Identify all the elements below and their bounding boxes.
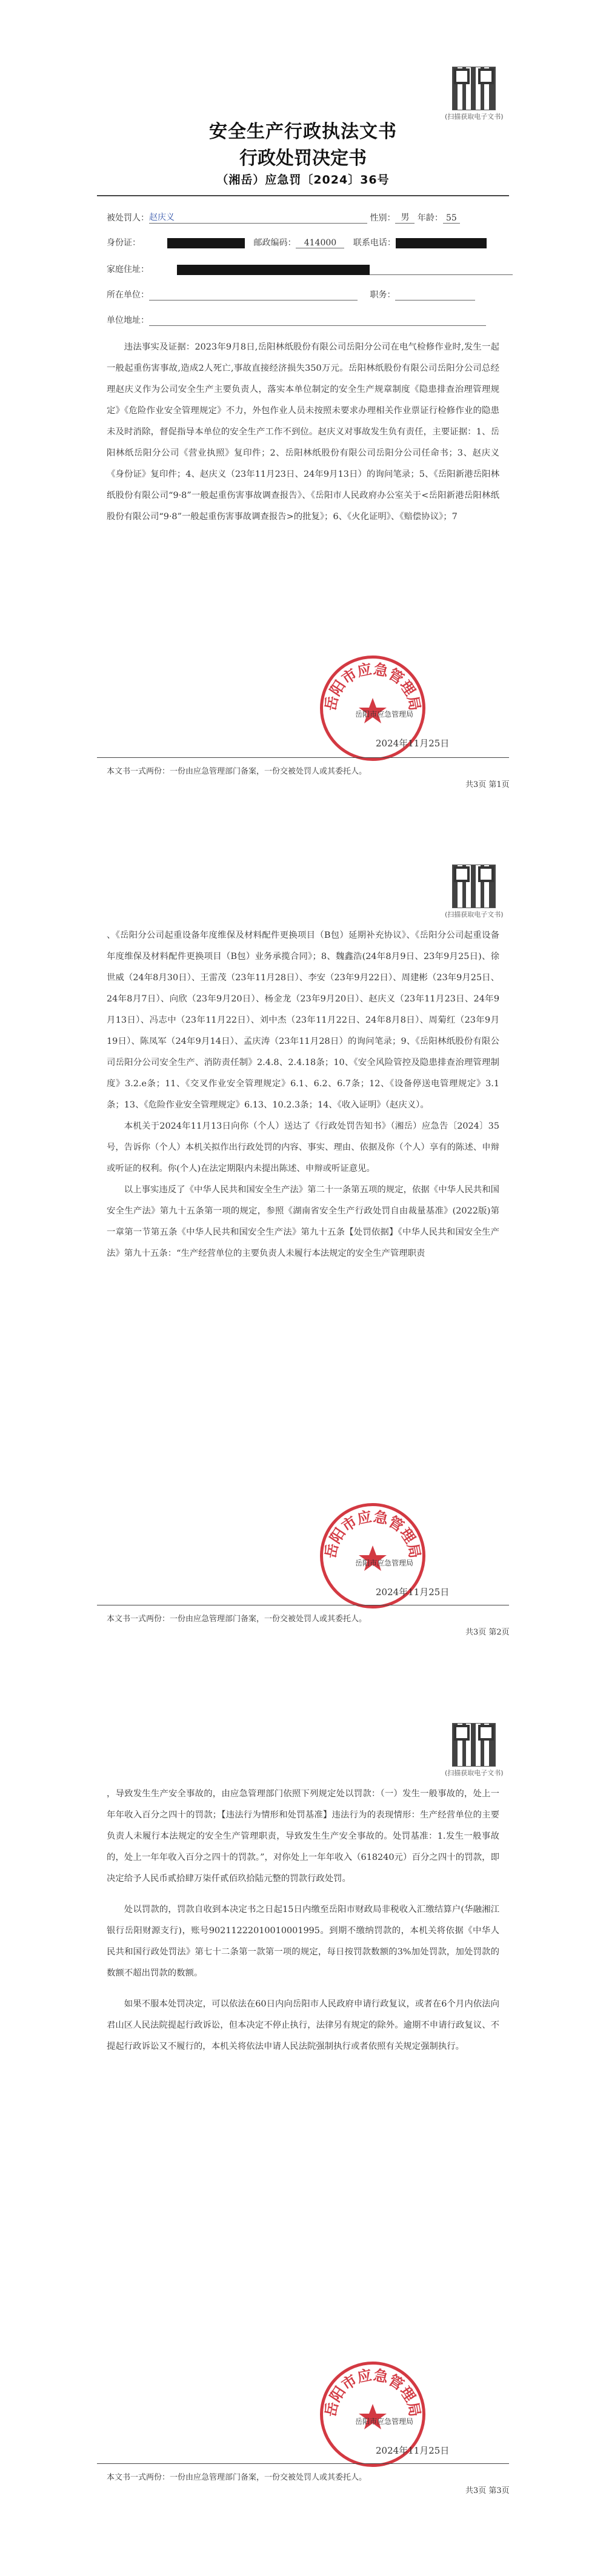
header-divider: [97, 195, 509, 196]
qr-caption: (扫描获取电子文书): [445, 113, 504, 121]
address-label: 家庭住址：: [107, 265, 149, 274]
party-postcode: 414000: [296, 238, 344, 248]
phone-redacted: [396, 238, 487, 248]
doc-number: （湘岳）应急罚〔2024〕36号: [216, 173, 390, 187]
phone-label: 联系电话：: [353, 238, 396, 248]
age-label: 年龄：: [417, 213, 443, 223]
page-number: 共3页 第3页: [465, 2486, 510, 2495]
qr-code-icon[interactable]: [452, 67, 496, 110]
footer-divider: [97, 2463, 509, 2464]
issue-date: 2024年11月25日: [376, 2445, 450, 2456]
seal-text: 岳阳市应急管理局: [321, 1507, 424, 1560]
seal-text: 岳阳市应急管理局: [321, 2366, 424, 2418]
page-number: 共3页 第1页: [465, 780, 510, 789]
footer-note: 本文书一式两份：一份由应急管理部门备案，一份交被处罚人或其委托人。: [107, 2473, 367, 2482]
seal-caption: 岳阳市应急管理局: [355, 710, 414, 719]
doc-name-title: 行政处罚决定书: [239, 148, 367, 169]
penalty-paragraph: ，导致发生生产安全事故的，由应急管理部门依照下列规定处以罚款：（一）发生一般事故的，处上一年年收入百分之四十的罚款；【违法行为情形和处罚基准】违法行为的表现情形：生产经营单位的主要负责人未履行本法规定的安全生产管理职责，导致发生生产安全事故的。处罚基准：1.发生一般事故的，处上一年年收入百分之四十的罚款。”，对你处上一年年收入（618240元）百分之四十的罚款，即决定给予人民币贰拾肆万柒仟贰佰玖拾陆元整的罚款行政处罚。: [107, 1789, 499, 1884]
issue-date: 2024年11月25日: [376, 1587, 450, 1598]
document-page-3: [0, 1717, 606, 2559]
seal-text: 岳阳市应急管理局: [321, 660, 424, 712]
party-name: 赵庆义: [149, 211, 367, 224]
id-redacted: [167, 238, 245, 248]
document-page-2: [0, 858, 606, 1701]
seal-caption: 岳阳市应急管理局: [355, 2417, 414, 2426]
footer-note: 本文书一式两份：一份由应急管理部门备案，一份交被处罚人或其委托人。: [107, 767, 367, 776]
gender-label: 性别：: [370, 213, 396, 223]
address-redacted: [177, 265, 370, 275]
document-page-1: [0, 0, 606, 842]
workplace-label: 所在单位：: [107, 290, 149, 300]
workplace-row: [107, 288, 475, 300]
seal-caption: 岳阳市应急管理局: [355, 1559, 414, 1567]
address-row: [107, 263, 513, 275]
address-line: [370, 265, 513, 275]
party-gender: 男: [395, 211, 415, 224]
unit-address-label: 单位地址：: [107, 316, 149, 325]
position-label: 职务：: [370, 290, 396, 300]
doc-type-title: 安全生产行政执法文书: [209, 121, 397, 142]
penalty-decision: [107, 1784, 499, 2057]
postcode-label: 邮政编码：: [253, 238, 296, 248]
footer-note: 本文书一式两份：一份由应急管理部门备案，一份交被处罚人或其委托人。: [107, 1615, 367, 1624]
notice-paragraph: 本机关于2024年11月13日向你（个人）送达了《行政处罚告知书》（湘岳）应急告〔2024〕35号，告诉你（个人）本机关拟作出行政处罚的内容、事实、理由、依据及你（个人）享有的陈述、申辩或听证的权利。你(个人)在法定期限内未提出陈述、申辩或听证意见。: [107, 1121, 499, 1173]
page-number: 共3页 第2页: [465, 1628, 510, 1637]
party-id-row: [107, 236, 487, 248]
workplace-line: [149, 290, 358, 300]
party-age: 55: [443, 213, 460, 224]
name-label: 被处罚人：: [107, 213, 149, 223]
unit-address-line: [149, 316, 486, 326]
legal-basis-paragraph: 以上事实违反了《中华人民共和国安全生产法》第二十一条第五项的规定，依据《中华人民共和国安全生产法》第九十五条第一项的规定，参照《湖南省安全生产行政处罚自由裁量基准》(2022版)第一章第一节第五条《中华人民共和国安全生产法》第九十五条【处罚依据】《中华人民共和国安全生产法》第九十五条：“生产经营单位的主要负责人未履行本法规定的安全生产管理职责: [107, 1185, 499, 1258]
qr-code-icon[interactable]: [452, 1723, 496, 1767]
qr-caption: (扫描获取电子文书): [445, 1769, 504, 1777]
evidence-paragraph: 、《岳阳分公司起重设备年度维保及材料配件更换项目（B包）延期补充协议》、《岳阳分公司起重设备年度维保及材料配件更换项目（B包）业务承揽合同》；8、魏鑫浩(24年8月9日、23年9月25日)、徐世威（24年8月30日）、王雷茂（23年11月28日）、李安（23年9月22日）、周建彬（23年9月25日、24年8月7日）、向欣（23年9月20日）、杨金龙（23年9月20日）、赵庆义（23年11月23日、24年9月13日）、冯志中（23年11月22日）、刘中杰（23年11月22日、24年8月8日）、周菊红（23年9月19日）、陈凤军（24年9月14日）、孟庆涛（23年11月28日）的询问笔录；9、《岳阳林纸股份有限公司岳阳分公司安全生产、消防责任制》2.4.8、2.4.18条；10、《安全风险管控及隐患排查治理管理制度》3.2.e条；11、《交叉作业安全管理规定》6.1、6.2、6.7条；12、《设备停送电管理规定》3.1条；13、《危险作业安全管理规定》6.13、10.2.3条；14、《收入证明》（赵庆义）。: [107, 931, 499, 1110]
appeal-paragraph: 如果不服本处罚决定，可以依法在60日内向岳阳市人民政府申请行政复议，或者在6个月内依法向君山区人民法院提起行政诉讼，但本决定不停止执行，法律另有规定的除外。逾期不申请行政复议、不提起行政诉讼又不履行的，本机关将依法申请人民法院强制执行或者依照有关规定强制执行。: [107, 1999, 499, 2051]
qr-code-icon[interactable]: [452, 865, 496, 908]
party-name-row: [107, 211, 460, 224]
unit-address-row: [107, 314, 486, 326]
qr-caption: (扫描获取电子文书): [445, 911, 504, 918]
facts-paragraph: 违法事实及证据：2023年9月8日,岳阳林纸股份有限公司岳阳分公司在电气检修作业时,发生一起一般起重伤害事故,造成2人死亡,事故直接经济损失350万元。岳阳林纸股份有限公司岳阳分公司总经理赵庆义作为公司安全生产主要负责人，落实本单位制定的安全生产规章制度《隐患排查治理管理规定》《危险作业安全管理规定》不力，外包作业人员未按照未要求办理相关作业票证行检修作业的隐患未及时消除，督促指导本单位的安全生产工作不到位。赵庆义对事故发生负有责任，主要证据：1、岳阳林纸岳阳分公司《营业执照》复印件；2、岳阳林纸股份有限公司岳阳分公司任命书；3、赵庆义《身份证》复印件；4、赵庆义（23年11月23日、24年9月13日）的询问笔录；5、《岳阳新港岳阳林纸股份有限公司“9·8”一般起重伤害事故调查报告》、《岳阳市人民政府办公室关于<岳阳新港岳阳林纸股份有限公司“9·8”一般起重伤害事故调查报告>的批复》；6、《火化证明》、《赔偿协议》；7: [107, 342, 499, 522]
footer-divider: [97, 757, 509, 758]
payment-paragraph: 处以罚款的，罚款自收到本决定书之日起15日内缴至岳阳市财政局非税收入汇缴结算户(华融湘江银行岳阳财源支行)，账号90211222010010001995。到期不缴纳罚款的，本机关将依据《中华人民共和国行政处罚法》第七十二条第一款第一项的规定，每日按罚款数额的3%加处罚款，加处罚款的数额不超出罚款的数额。: [107, 1905, 499, 1978]
violation-facts: [107, 337, 499, 528]
evidence-and-notice: [107, 925, 499, 1264]
id-label: 身份证：: [107, 238, 141, 248]
issue-date: 2024年11月25日: [376, 738, 450, 749]
position-line: [395, 290, 475, 300]
